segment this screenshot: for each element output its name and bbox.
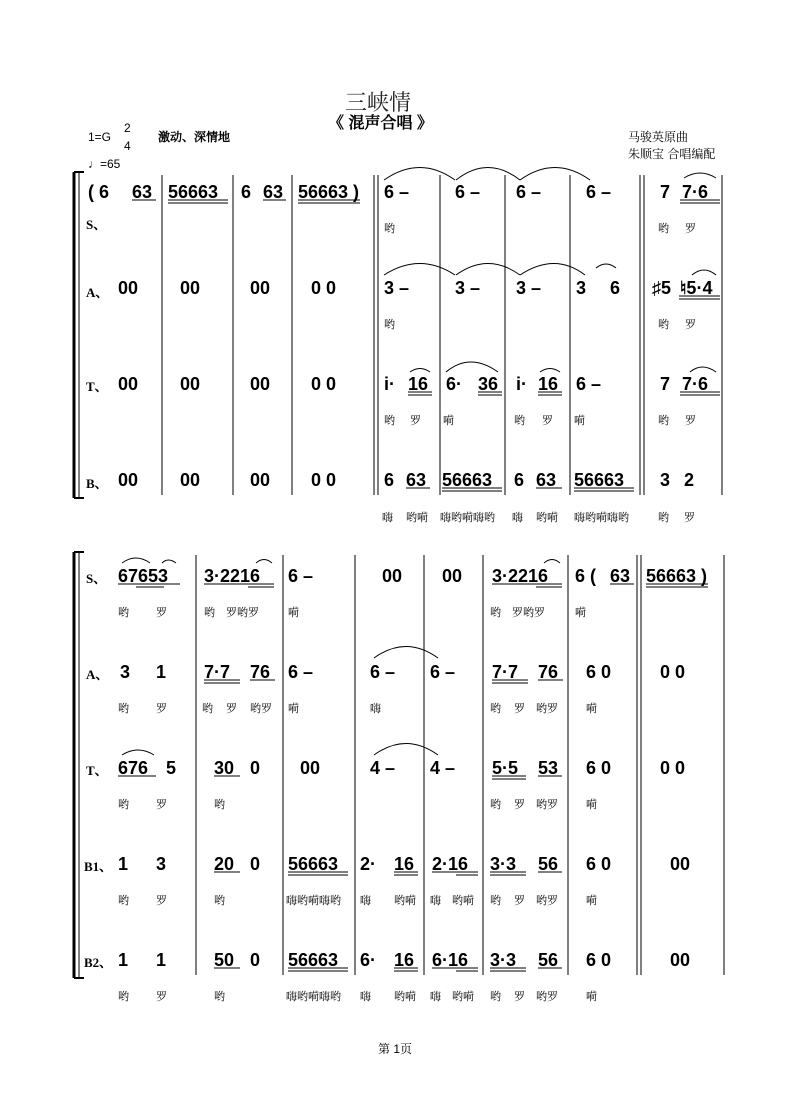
note: 56663: [442, 470, 493, 490]
lyric: 哟: [384, 318, 395, 331]
note: 3·3: [490, 950, 517, 970]
lyric: 哟罗: [250, 702, 272, 715]
note: 6 –: [455, 182, 481, 202]
note: 0 0: [660, 662, 686, 682]
note: 3 –: [384, 278, 410, 298]
note: 00: [250, 470, 271, 490]
note: 7·6: [682, 182, 709, 202]
note: 56: [538, 854, 559, 874]
tempo-mark: ♩=65: [88, 157, 121, 171]
lyric: 哟: [118, 894, 129, 907]
lyric: 嗬: [574, 414, 585, 427]
lyric: 罗: [514, 894, 525, 907]
lyric: 罗: [156, 990, 167, 1003]
voice-label-alto: A、: [86, 285, 109, 300]
lyric: 嗨: [430, 990, 441, 1003]
note: 63: [610, 566, 631, 586]
lyric: 嗨: [360, 990, 371, 1003]
note: 0 0: [311, 278, 337, 298]
lyric: 哟: [658, 414, 669, 427]
note: 20: [214, 854, 235, 874]
note: 6 –: [586, 182, 612, 202]
lyric: 嗬: [288, 702, 299, 715]
note: 00: [180, 470, 201, 490]
time-signature-top: 2: [124, 121, 131, 135]
lyric: 嗨: [430, 894, 441, 907]
note: 1: [156, 662, 167, 682]
note: 3: [660, 470, 671, 490]
lyric: 哟: [118, 798, 129, 811]
note: 6·16: [432, 950, 469, 970]
lyric: 嗬: [586, 702, 597, 715]
lyric: 嗬: [443, 414, 454, 427]
note: 676: [118, 758, 149, 778]
note: 2·16: [432, 854, 469, 874]
lyric: 嗬: [586, 894, 597, 907]
lyric: 罗: [514, 990, 525, 1003]
note: 30: [214, 758, 235, 778]
lyric: 哟嗬: [536, 511, 558, 524]
note: 56663: [574, 470, 625, 490]
lyric: 嗨: [360, 894, 371, 907]
note: 3·2216: [204, 566, 261, 586]
time-signature-bottom: 4: [124, 139, 131, 153]
note: 6 –: [576, 374, 602, 394]
lyric: 嗨: [370, 702, 381, 715]
lyric: 罗: [226, 702, 237, 715]
lyric: 罗: [685, 222, 696, 235]
note: 1: [156, 950, 167, 970]
note: 3: [576, 278, 587, 298]
note: 4 –: [430, 758, 456, 778]
note: 6 0: [586, 950, 612, 970]
lyric: 哟: [384, 222, 395, 235]
lyric: 罗哟罗: [512, 606, 545, 619]
voice-label-bass: B、: [86, 476, 108, 491]
note: 6: [514, 470, 525, 490]
lyric: 罗: [156, 606, 167, 619]
lyric: 哟嗬: [452, 894, 474, 907]
note: 76: [250, 662, 271, 682]
note: 0 0: [311, 470, 337, 490]
arranger-credit: 朱顺宝 合唱编配: [628, 147, 716, 161]
note: 63: [536, 470, 557, 490]
voice-label-alto: A、: [86, 667, 109, 682]
note: 7: [660, 374, 671, 394]
note: 6 –: [384, 182, 410, 202]
note: 5·5: [492, 758, 519, 778]
note: 76: [538, 662, 559, 682]
note: 16: [408, 374, 429, 394]
note: 4 –: [370, 758, 396, 778]
note: 00: [180, 278, 201, 298]
lyric: 哟嗬: [406, 511, 428, 524]
lyric: 哟: [658, 511, 669, 524]
lyric: 嗨哟嗬嗨哟: [286, 894, 341, 907]
note: 63: [263, 182, 284, 202]
voice-label-tenor: T、: [86, 379, 108, 394]
note: 00: [118, 278, 139, 298]
lyric: 罗: [542, 414, 553, 427]
note: 3 –: [455, 278, 481, 298]
note: 0: [250, 854, 261, 874]
note: 2·: [360, 854, 377, 874]
note: 67653: [118, 566, 169, 586]
note: 16: [394, 950, 415, 970]
lyric: 罗: [684, 511, 695, 524]
note: 53: [538, 758, 559, 778]
note: 2: [684, 470, 695, 490]
lyric: 哟: [490, 606, 501, 619]
note: 7: [660, 182, 671, 202]
note: 00: [300, 758, 321, 778]
lyric: 罗哟罗: [226, 606, 259, 619]
lyric: 哟: [214, 894, 225, 907]
lyric: 罗: [156, 894, 167, 907]
lyric: 哟: [118, 606, 129, 619]
lyric: 哟: [490, 702, 501, 715]
note: 00: [118, 470, 139, 490]
lyric: 罗: [514, 798, 525, 811]
voice-label-soprano: S、: [86, 217, 107, 232]
lyric: 哟罗: [536, 798, 558, 811]
note: 00: [670, 854, 691, 874]
lyric: 嗨哟嗬嗨哟: [440, 511, 495, 524]
note: 0 0: [660, 758, 686, 778]
note: 00: [442, 566, 463, 586]
lyric: 哟: [384, 414, 395, 427]
note: 00: [250, 278, 271, 298]
note: 36: [478, 374, 499, 394]
note: 56663: [168, 182, 219, 202]
lyric: 嗨哟嗬嗨哟: [574, 511, 629, 524]
lyric: 哟: [490, 990, 501, 1003]
song-title: 三峡情: [345, 91, 412, 116]
lyric: 哟: [118, 990, 129, 1003]
lyric: 嗬: [586, 798, 597, 811]
lyric: 哟: [214, 798, 225, 811]
key-signature: 1=G: [88, 130, 112, 144]
lyric: 罗: [156, 702, 167, 715]
note: 0: [250, 950, 261, 970]
note: 00: [382, 566, 403, 586]
lyric: 哟罗: [536, 990, 558, 1003]
note: 6·: [446, 374, 463, 394]
note: 6·: [360, 950, 377, 970]
lyric: 嗬: [575, 606, 586, 619]
lyric: 罗: [514, 702, 525, 715]
lyric: 哟罗: [536, 702, 558, 715]
lyric: 哟嗬: [452, 990, 474, 1003]
note: 0 0: [311, 374, 337, 394]
note: 1: [118, 854, 129, 874]
note: 00: [670, 950, 691, 970]
note: 6: [241, 182, 252, 202]
lyric: 嗨: [382, 511, 393, 524]
note: 50: [214, 950, 235, 970]
note: ♯5: [652, 278, 672, 298]
lyric: 哟: [490, 798, 501, 811]
note: 56663 ): [298, 182, 360, 202]
lyric: 罗: [685, 414, 696, 427]
lyric: 嗬: [586, 990, 597, 1003]
note: 7·7: [204, 662, 231, 682]
note: 3: [156, 854, 167, 874]
lyric: 哟: [658, 318, 669, 331]
lyric: 哟: [202, 702, 213, 715]
song-subtitle: 《 混声合唱 》: [328, 115, 433, 132]
note: 6 –: [288, 662, 314, 682]
note: 56663: [288, 854, 339, 874]
note: 6 –: [288, 566, 314, 586]
voice-label-bass2: B2、: [84, 955, 113, 970]
note: 3 –: [516, 278, 542, 298]
voice-label-soprano: S、: [86, 571, 107, 586]
lyric: 哟: [118, 702, 129, 715]
note: i·: [384, 374, 395, 394]
lyric: 哟: [490, 894, 501, 907]
lyric: 罗: [685, 318, 696, 331]
lyric: 哟: [658, 222, 669, 235]
note: ( 6: [88, 182, 110, 202]
lyric: 嗨哟嗬嗨哟: [286, 990, 341, 1003]
lyric: 罗: [156, 798, 167, 811]
note: 7·6: [682, 374, 709, 394]
note: 3·2216: [492, 566, 549, 586]
note: 0: [250, 758, 261, 778]
note: 56663: [288, 950, 339, 970]
voice-label-tenor: T、: [86, 763, 108, 778]
note: 63: [406, 470, 427, 490]
note: 6 –: [430, 662, 456, 682]
lyric: 罗: [410, 414, 421, 427]
note: 6 0: [586, 662, 612, 682]
page-number: 第 1页: [378, 1042, 413, 1056]
note: 16: [394, 854, 415, 874]
note: 6 (: [575, 566, 597, 586]
note: 5: [166, 758, 177, 778]
note: 3·3: [490, 854, 517, 874]
lyric: 哟: [204, 606, 215, 619]
lyric: 哟嗬: [394, 894, 416, 907]
note: 6 0: [586, 854, 612, 874]
note: 1: [118, 950, 129, 970]
note: 00: [250, 374, 271, 394]
lyric: 哟: [214, 990, 225, 1003]
lyric: 嗨: [512, 511, 523, 524]
note: 3: [120, 662, 131, 682]
expression-mark: 激动、深情地: [158, 130, 231, 144]
lyric: 哟: [514, 414, 525, 427]
note: 6 0: [586, 758, 612, 778]
note: 00: [180, 374, 201, 394]
note: 63: [132, 182, 153, 202]
note: 6: [610, 278, 621, 298]
note: 00: [118, 374, 139, 394]
note: 56663 ): [646, 566, 708, 586]
composer-credit: 马骏英原曲: [628, 130, 689, 144]
note: 7·7: [492, 662, 519, 682]
lyric: 嗬: [288, 606, 299, 619]
note: 16: [538, 374, 559, 394]
note: 6 –: [516, 182, 542, 202]
lyric: 哟罗: [536, 894, 558, 907]
lyric: 哟嗬: [394, 990, 416, 1003]
voice-label-bass1: B1、: [84, 859, 113, 874]
note: i·: [516, 374, 527, 394]
note: ♮5·4: [680, 278, 713, 298]
note: 6: [384, 470, 395, 490]
note: 56: [538, 950, 559, 970]
note: 6 –: [370, 662, 396, 682]
